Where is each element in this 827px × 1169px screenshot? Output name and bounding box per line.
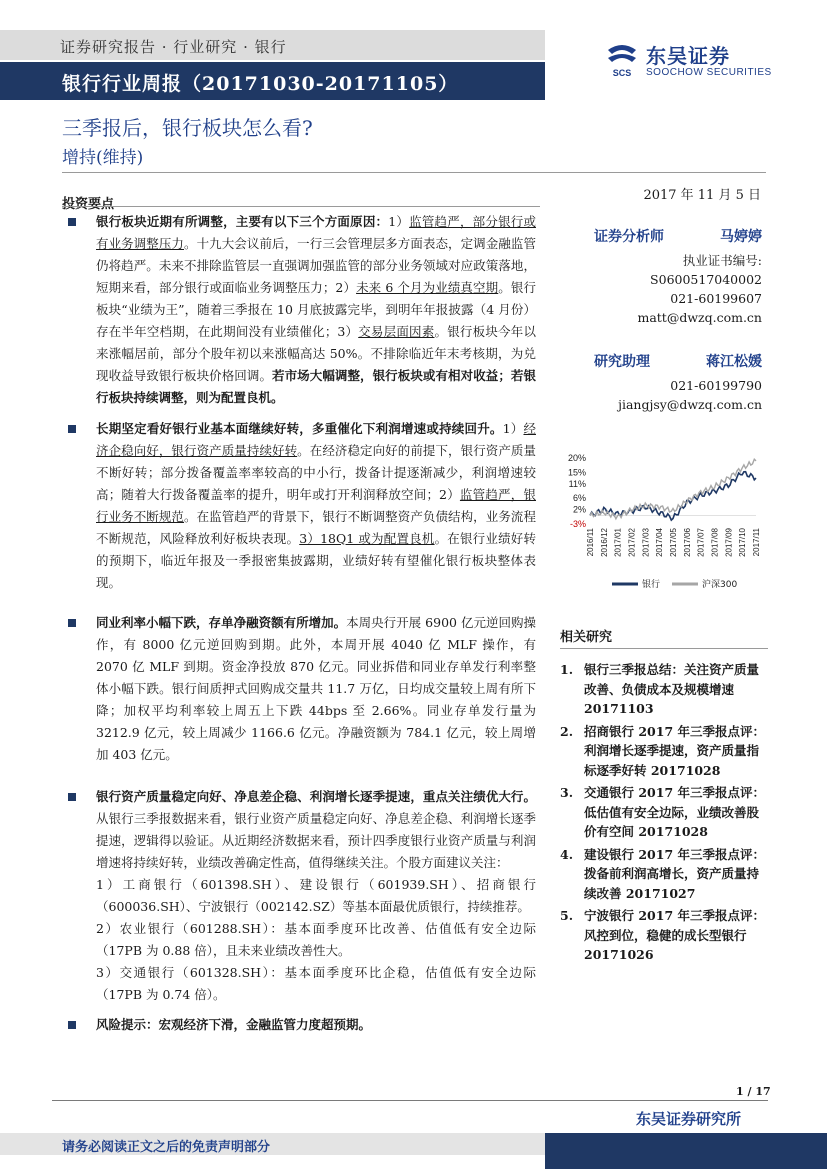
rating: 增持(维持) xyxy=(62,148,144,168)
y-tick-label: 15% xyxy=(567,467,586,478)
x-tick-label: 2017/11 xyxy=(752,528,761,557)
bullet-square-icon xyxy=(68,793,76,801)
analyst-email[interactable]: matt@dwzq.com.cn xyxy=(637,310,762,325)
bullet-span: 本周央行开展 6900 亿元逆回购操作，有 8000 亿元逆回购到期。此外，本周开展 4040 亿 MLF 操作，有 2070 亿 MLF 到期。资金净投放 870 亿元。同业拆借和同业存单发行利率整体小幅下跌。银行间质押式回购成交量共 11.7 万亿，日均成交量较上周有所下降；加权平均利率较上周五上下跌 44bps 至 2.66%。同业存单发行量为 3212.9 亿元，较上周减少 1166.6 亿元。净融资额为 784.1 亿元，较上周增加 403 亿元。 xyxy=(96,615,536,762)
series-line-csi300 xyxy=(590,459,756,519)
analyst-name: 马婷婷 xyxy=(720,229,762,245)
bullet-square-icon xyxy=(68,619,76,627)
y-tick-label: 2% xyxy=(572,504,586,515)
x-tick-label: 2016/12 xyxy=(599,528,609,557)
brand-logo xyxy=(602,40,777,82)
bullet-square-icon xyxy=(68,425,76,433)
y-tick-label: 6% xyxy=(572,493,586,504)
brand-name-en: SOOCHOW SECURITIES xyxy=(646,67,772,78)
series-line-bank xyxy=(590,472,756,520)
x-tick-label: 2017/09 xyxy=(724,528,734,557)
chart-svg xyxy=(560,450,770,600)
related-item[interactable]: 4. 建设银行 2017 年三季报点评：拨备前利润高增长，资产质量持续改善 20171027 xyxy=(560,846,765,901)
analyst-cert-label: 执业证书编号: xyxy=(682,253,762,268)
bullet-span: 。在银行业绩好转的预期下，临近年报及一季报密集披露期，业绩好转有望催化银行板块整体表现。 xyxy=(96,531,536,590)
bullet-span: 若市场大幅调整，银行板块或有相对收益；若银行板块持续调整，则为配置良机。 xyxy=(96,368,536,405)
bullet-span: 银行资产质量稳定向好、净息差企稳、利润增长逐季提速，重点关注绩优大行。 xyxy=(96,789,536,804)
x-tick-label: 2017/02 xyxy=(627,528,637,557)
bullet-4 xyxy=(60,786,536,1006)
bullet-text xyxy=(96,786,536,874)
bullet-span: 从银行三季报数据来看，银行业资产质量稳定向好、净息差企稳、利润增长逐季提速，逻辑得以验证。从近期经济数据来看，预计四季度银行业资产质量与利润增速将持续好转，业绩改善确定性高，值得继续关注。个股方面建议关注： xyxy=(96,811,536,870)
bullet-span: 。银行板块今年以来涨幅居前，部分个股年初以来涨幅高达 50%。不排除临近年末考核期，为兑现收益导致银行板块价格回调。 xyxy=(96,324,536,383)
divider xyxy=(52,1100,768,1101)
disclaimer-note[interactable]: 请务必阅读正文之后的免责声明部分 xyxy=(62,1140,271,1155)
x-tick-label: 2017/01 xyxy=(613,528,623,557)
related-item[interactable]: 3. 交通银行 2017 年三季报点评：低估值有安全边际，业绩改善股价有空间 20171028 xyxy=(560,785,765,839)
breadcrumb: 证券研究报告 · 行业研究 · 银行 xyxy=(60,38,287,56)
stock-pick-1: 1）工商银行（601398.SH）、建设银行（601939.SH）、招商银行（600036.SH）、宁波银行（002142.SZ）等基本面最优质银行，持续推荐。 xyxy=(96,877,536,914)
stock-pick-2: 2）农业银行（601288.SH）：基本面季度环比改善、估值低有安全边际（17PB 为 0.88 倍），且未来业绩改善性大。 xyxy=(96,921,536,958)
analyst-role: 证券分析师 xyxy=(594,229,664,245)
bullet-square-icon xyxy=(68,218,76,226)
analyst-phone: 021-60199607 xyxy=(670,291,762,306)
section-title: 投资要点 xyxy=(62,197,115,212)
bullet-span: 交易层面因素 xyxy=(358,324,435,339)
x-tick-label: 2017/07 xyxy=(696,528,706,557)
bullet-span: 1） xyxy=(388,214,410,229)
analyst-block xyxy=(594,228,762,414)
y-tick-label: 20% xyxy=(567,453,586,463)
bullet-span: 。在经济稳定向好的前提下，银行资产质量不断好转；部分拨备覆盖率率较高的中小行，拨备计提逐渐减少，利润增速较高；随着大行拨备覆盖率的提升，明年或打开利润释放空间；2） xyxy=(96,443,536,502)
bullet-span: 长期坚定看好银行业基本面继续好转，多重催化下利润增速或持续回升。 xyxy=(96,421,503,436)
bullet-5 xyxy=(60,1014,536,1036)
bullet-text xyxy=(96,211,536,409)
bullet-3 xyxy=(60,612,536,766)
divider xyxy=(62,172,766,173)
bullet-1 xyxy=(60,211,536,409)
bullet-text xyxy=(96,1014,536,1036)
bullet-text xyxy=(96,612,536,766)
x-tick-label: 2017/08 xyxy=(710,528,720,557)
x-tick-label: 2017/05 xyxy=(669,528,678,557)
x-tick-label: 2017/03 xyxy=(641,528,651,557)
stock-pick-3: 3）交通银行（601328.SH）：基本面季度环比企稳，估值低有安全边际（17PB 为 0.74 倍）。 xyxy=(96,965,536,1002)
bullet-span: 经济企稳向好，银行资产质量持续好转 xyxy=(96,421,536,458)
report-date: 2017 年 11 月 5 日 xyxy=(643,188,761,203)
bullet-square-icon xyxy=(68,1021,76,1029)
related-item[interactable]: 5. 宁波银行 2017 年三季报点评：风控到位，稳健的成长型银行 20171026 xyxy=(560,908,765,962)
bullet-span: 风险提示：宏观经济下滑，金融监管力度超预期。 xyxy=(96,1017,372,1032)
report-subtitle: 三季报后，银行板块怎么看? xyxy=(62,116,313,140)
bullet-span: 监管趋严，部分银行或有业务调整压力 xyxy=(96,214,536,251)
bullet-span: 未来 6 个月为业绩真空期 xyxy=(356,280,499,295)
related-item[interactable]: 2. 招商银行 2017 年三季报点评：利润增长逐季提速，资产质量指标逐季好转 20171028 xyxy=(560,723,765,778)
related-title: 相关研究 xyxy=(560,630,613,645)
bullet-2 xyxy=(60,418,536,594)
related-list xyxy=(560,660,768,968)
divider xyxy=(62,206,540,207)
report-title: 银行行业周报（20171030-20171105） xyxy=(62,73,459,95)
footer-bar xyxy=(545,1133,827,1169)
assistant-name: 蒋江松媛 xyxy=(706,354,762,370)
analyst-cert: S0600517040002 xyxy=(650,272,762,287)
bullet-span: 。银行板块“业绩为王”，随着三季报在 10 月底披露完毕，到明年年报披露（4 月份）存在半年空档期，在此期间没有业绩催化；3） xyxy=(96,280,536,339)
bullet-span: 。在监管趋严的背景下，银行不断调整资产负债结构，业务流程不断规范，风险释放利好板块表现。 xyxy=(96,509,536,546)
assistant-phone: 021-60199790 xyxy=(670,378,762,393)
brand-name-cn: 东吴证券 xyxy=(646,44,730,68)
bullet-span: 3）18Q1 或为配置良机 xyxy=(299,531,435,546)
performance-chart xyxy=(560,450,770,600)
brand-mark-icon xyxy=(602,40,642,80)
brand-mark-text: SCS xyxy=(612,68,632,78)
divider xyxy=(560,648,768,649)
y-tick-label: 11% xyxy=(568,478,586,489)
x-tick-label: 2017/04 xyxy=(655,528,665,557)
related-item[interactable]: 1. 银行三季报总结：关注资产质量改善、负债成本及规模增速 20171103 xyxy=(560,662,760,716)
assistant-role: 研究助理 xyxy=(594,354,650,370)
legend-label: 沪深300 xyxy=(702,580,738,590)
assistant-email[interactable]: jiangjsy@dwzq.com.cn xyxy=(618,397,762,412)
bullet-span: 。十九大会议前后，一行三会管理层多方面表态，定调金融监管仍将趋严。未来不排除监管层一直强调加强监管的部分业务领域对应政策落地，短期来看，部分银行或面临业务调整压力；2） xyxy=(96,236,536,295)
x-tick-label: 2017/10 xyxy=(738,528,748,557)
bullet-span: 银行板块近期有所调整，主要有以下三个方面原因： xyxy=(96,214,389,229)
y-tick-label: -3% xyxy=(569,519,586,529)
legend-label: 银行 xyxy=(642,580,661,590)
x-tick-label: 2017/06 xyxy=(682,528,692,557)
bullet-text xyxy=(96,418,536,594)
bullet-span: 监管趋严，银行业务不断规范 xyxy=(96,487,536,524)
footer-org: 东吴证券研究所 xyxy=(636,1110,742,1128)
bullet-span: 1） xyxy=(502,421,524,436)
x-tick-label: 2016/11 xyxy=(586,528,595,557)
bullet-span: 同业利率小幅下跌，存单净融资额有所增加。 xyxy=(96,615,347,630)
page-number: 1 / 17 xyxy=(736,1085,771,1098)
